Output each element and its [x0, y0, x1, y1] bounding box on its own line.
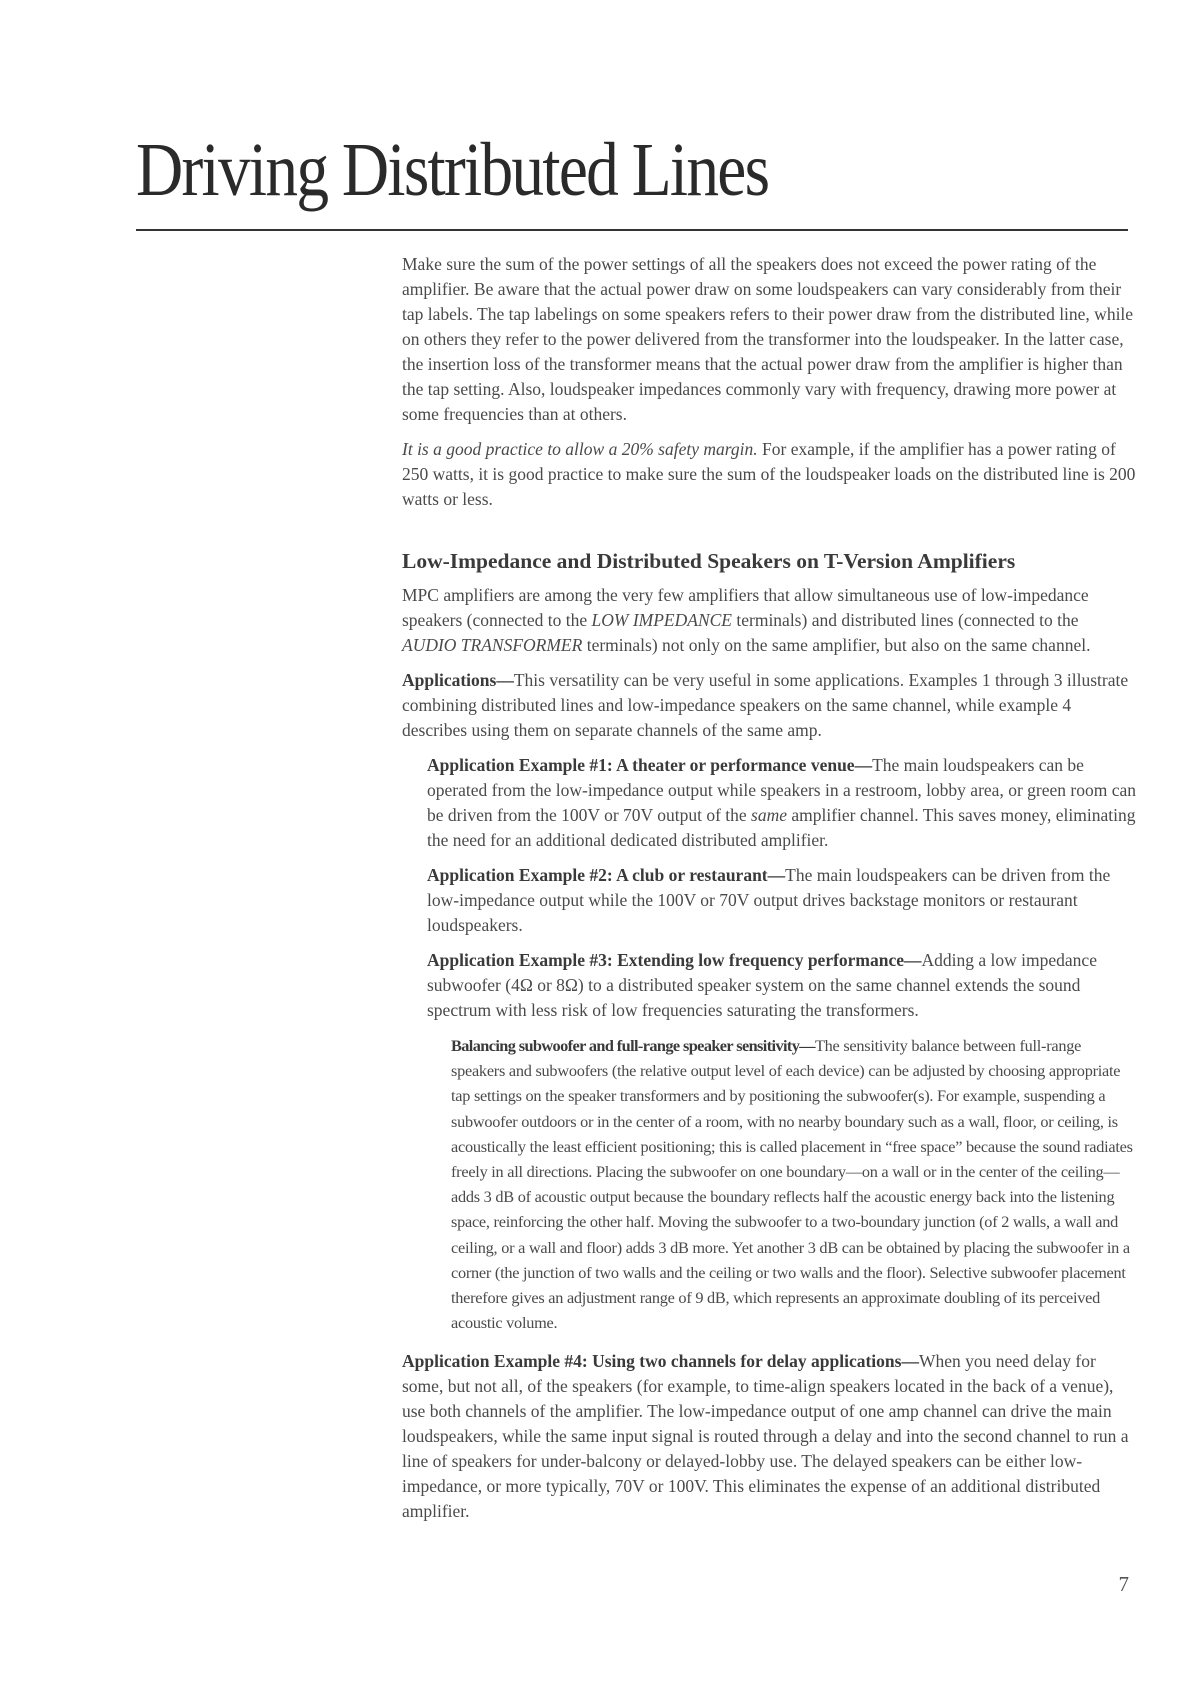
applications-lead: Applications— [402, 670, 514, 690]
example-4-lead: Application Example #4: Using two channels for delay applications— [402, 1351, 919, 1372]
example-1-text-a: The main loudspeakers can be operated from the low-impedance output while speakers in a restroom, lobby area, or green room can be driven from the 100V or 70V output of the [427, 755, 1136, 825]
example-2-text: The main loudspeakers can be driven from the low-impedance output while the 100V or 70V output drives backstage monitors or restaurant loudspeakers. [427, 865, 1111, 935]
low-impedance-term: LOW IMPEDANCE [591, 610, 732, 630]
subwoofer-balance-lead: Balancing subwoofer and full-range speaker sensitivity— [451, 1036, 815, 1055]
applications-text: This versatility can be very useful in some applications. Examples 1 through 3 illustrate combining distributed lines and low-impedance speakers on the same channel, while example 4 describes using them on separate channels of the same amp. [402, 670, 1129, 740]
example-1-text-b: amplifier channel. This saves money, eliminating the need for an additional dedicated distributed amplifier. [427, 805, 1136, 850]
safety-margin-emphasis: It is a good practice to allow a 20% safety margin. [402, 439, 758, 459]
section-p1-text-b: terminals) and distributed lines (connected to the [732, 610, 1079, 630]
main-content [402, 252, 1137, 1534]
example-3-text: Adding a low impedance subwoofer (4Ω or 8Ω) to a distributed speaker system on the same channel extends the sound spectrum with less risk of low frequencies saturating the transformers. [427, 950, 1097, 1020]
applications-paragraph [402, 668, 1137, 743]
same-emphasis: same [751, 805, 787, 825]
example-4 [402, 1349, 1137, 1524]
example-3-lead: Application Example #3: Extending low frequency performance— [427, 950, 922, 970]
example-2-lead: Application Example #2: A club or restaurant— [427, 865, 786, 885]
subwoofer-balance-note [451, 1033, 1137, 1335]
page-title: Driving Distributed Lines [136, 128, 769, 212]
section-p1-text-a: MPC amplifiers are among the very few amplifiers that allow simultaneous use of low-impedance speakers (connected to the [402, 585, 1089, 630]
intro-paragraph-2 [402, 437, 1137, 512]
page-number: 7 [1118, 1572, 1129, 1596]
section-heading: Low-Impedance and Distributed Speakers on T-Version Amplifiers [402, 549, 1016, 573]
audio-transformer-term: AUDIO TRANSFORMER [402, 635, 583, 655]
example-4-text: When you need delay for some, but not all, of the speakers (for example, to time-align speakers located in the back of a venue), use both channels of the amplifier. The low-impedance output of one amp channel can drive the main loudspeakers, while the same input signal is routed through a delay and into the second channel to run a line of speakers for under-balcony or delayed-lobby use. The delayed speakers can be either low-impedance, or more typically, 70V or 100V. This eliminates the expense of an additional distributed amplifier. [402, 1351, 1129, 1522]
example-1-lead: Application Example #1: A theater or performance venue— [427, 755, 873, 775]
section-paragraph-1 [402, 583, 1137, 658]
intro-paragraph-1: Make sure the sum of the power settings of all the speakers does not exceed the power rating of the amplifier. Be aware that the actual power draw on some loudspeakers can vary considerably from their tap labels. The tap labelings on some speakers refers to their power draw from the distributed line, while on others they refer to the power delivered from the transformer into the loudspeaker. In the latter case, the insertion loss of the transformer means that the actual power draw from the amplifier is higher than the tap setting. Also, loudspeaker impedances commonly vary with frequency, drawing more power at some frequencies than at others. [402, 254, 1134, 424]
section-p1-text-c: terminals) not only on the same amplifier, but also on the same channel. [582, 635, 1091, 655]
example-1 [427, 753, 1137, 853]
example-2 [427, 863, 1137, 938]
title-rule [136, 229, 1128, 231]
intro-paragraph-2-text: For example, if the amplifier has a power rating of 250 watts, it is good practice to make sure the sum of the loudspeaker loads on the distributed line is 200 watts or less. [402, 439, 1136, 509]
example-3 [427, 948, 1137, 1023]
subwoofer-balance-text: The sensitivity balance between full-range speakers and subwoofers (the relative output level of each device) can be adjusted by choosing appropriate tap settings on the speaker transformers and by positioning the subwoofer(s). For example, suspending a subwoofer outdoors or in the center of a room, with no nearby boundary such as a wall, floor, or ceiling, is acoustically the least efficient positioning; this is called placement in “free space” because the sound radiates freely in all directions. Placing the subwoofer on one boundary—on a wall or in the center of the ceiling—adds 3 dB of acoustic output because the boundary reflects half the acoustic energy back into the listening space, reinforcing the other half. Moving the subwoofer to a two-boundary junction (of 2 walls, a wall and ceiling, or a wall and floor) adds 3 dB more. Yet another 3 dB can be obtained by placing the subwoofer in a corner (the junction of two walls and the ceiling or two walls and the floor). Selective subwoofer placement therefore gives an adjustment range of 9 dB, which represents an approximate doubling of its perceived acoustic volume. [451, 1036, 1133, 1333]
